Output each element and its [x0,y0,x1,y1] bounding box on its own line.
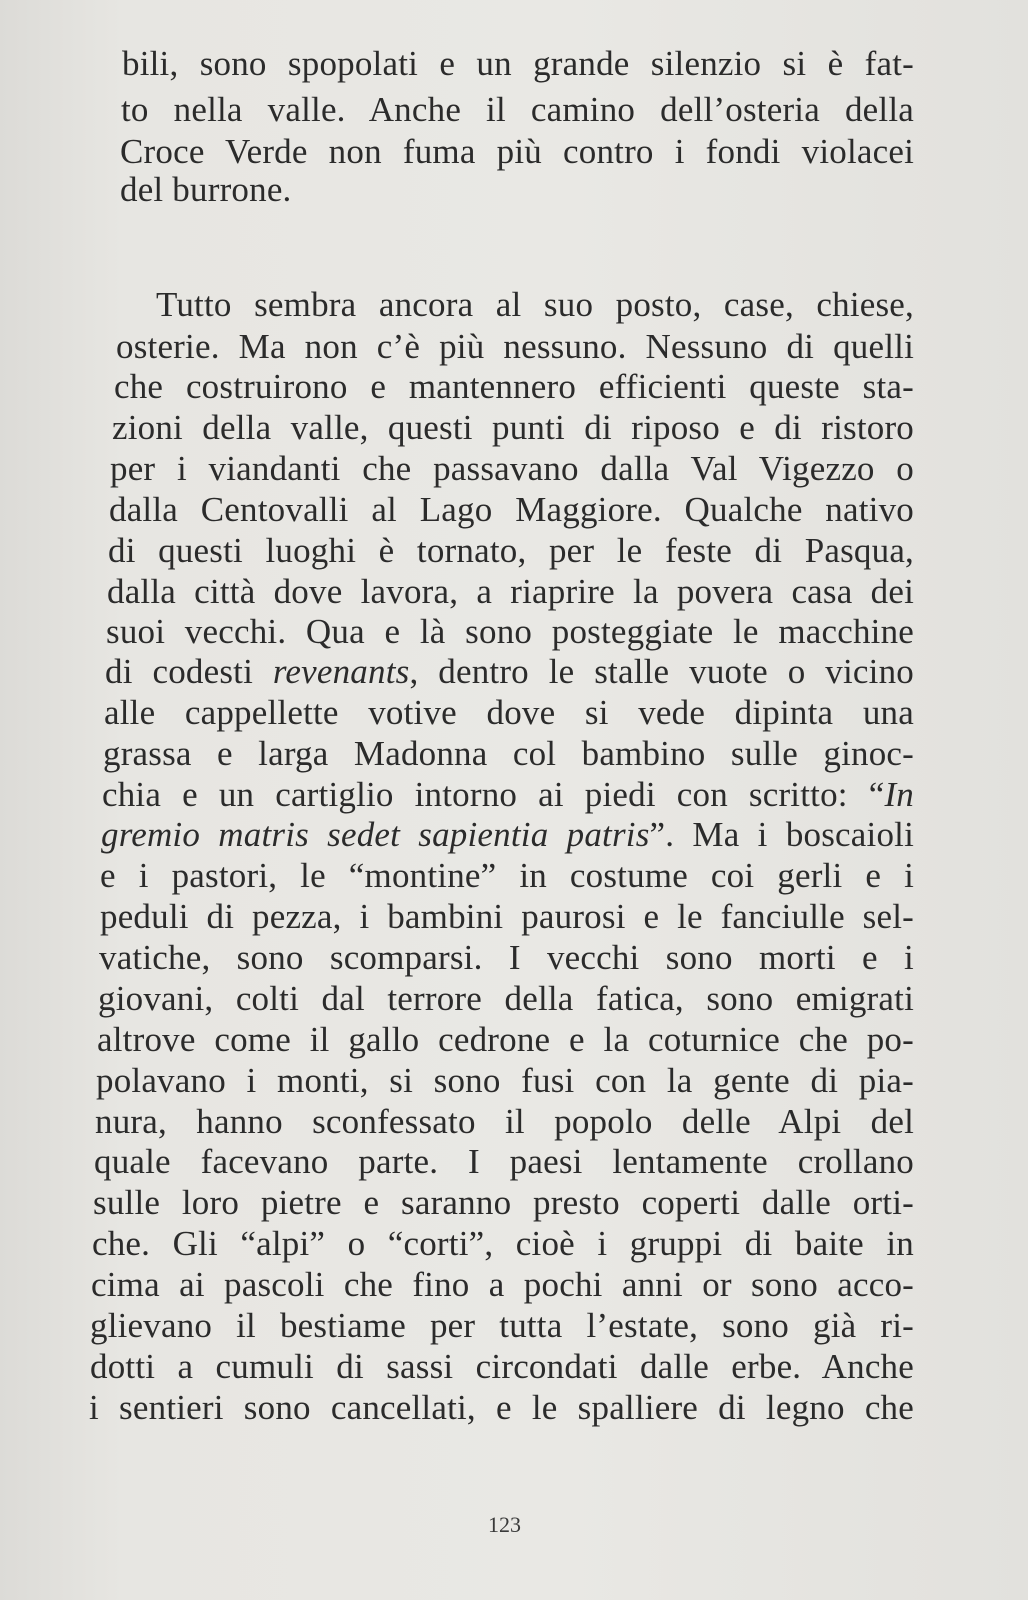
text-run: ”. Ma i boscaioli [649,815,914,854]
text-line: nura, hanno sconfessato il popolo delle Alpi del [95,1102,914,1141]
text-line: quale facevano parte. I paesi lentamente crollano [94,1142,914,1181]
text-line: per i viandanti che passavano dalla Val Vigezzo o [110,449,914,488]
text-line: zioni della valle, questi punti di riposo e di ristoro [112,408,914,447]
text-line: suoi vecchi. Qua e là sono posteggiate le macchine [106,612,914,651]
text-line: alle cappellette votive dove si vede dipinta una [104,693,914,732]
italic-word: revenants [272,652,410,691]
text-line: peduli di pezza, i bambini paurosi e le fanciulle sel- [100,897,914,936]
text-line: grassa e larga Madonna col bambino sulle ginoc- [103,734,914,773]
text-line [101,815,914,855]
text-line: vatiche, sono scomparsi. I vecchi sono morti e i [99,938,914,977]
text-line: altrove come il gallo cedrone e la coturnice che po- [97,1020,914,1059]
text-line: glievano il bestiame per tutta l’estate, sono già ri- [90,1306,914,1345]
text-line: sulle loro pietre e saranno presto coperti dalle orti- [93,1183,914,1222]
text-line: i sentieri sono cancellati, e le spalliere di legno che [89,1388,914,1427]
text-line: osterie. Ma non c’è più nessuno. Nessuno di quelli [116,327,914,366]
text-line: polavano i monti, si sono fusi con la gente di pia- [96,1061,914,1100]
text-line: dalla città dove lavora, a riaprire la povera casa dei [107,572,914,611]
text-line: di questi luoghi è tornato, per le feste di Pasqua, [108,531,914,570]
text-line: del burrone. [120,170,292,209]
text-line: Croce Verde non fuma più contro i fondi violacei [120,132,914,171]
text-run: chia e un cartiglio intorno ai piedi con scritto: “ [102,775,885,814]
text-line: dotti a cumuli di sassi circondati dalle erbe. Anche [90,1347,914,1386]
text-line: cima ai pascoli che fino a pochi anni or sono acco- [91,1265,914,1304]
text-line: che costruirono e mantennero efficienti queste sta- [114,367,914,406]
text-line: to nella valle. Anche il camino dell’osteria della [121,90,914,129]
text-line: bili, sono spopolati e un grande silenzio si è fat- [122,44,914,83]
text-line: dalla Centovalli al Lago Maggiore. Qualche nativo [109,490,914,529]
italic-quote: gremio matris sedet sapientia patris [101,815,650,854]
text-line [102,775,914,815]
text-line: Tutto sembra ancora al suo posto, case, chiese, [156,285,914,324]
text-line: e i pastori, le “montine” in costume coi gerli e i [100,856,914,895]
text-line [105,652,914,692]
text-run: , dentro le stalle vuote o vicino [409,652,914,691]
italic-word: In [884,775,914,814]
text-line: che. Gli “alpi” o “corti”, cioè i gruppi di baite in [92,1224,914,1263]
text-line: giovani, colti dal terrore della fatica, sono emigrati [98,979,914,1018]
text-run: di codesti [105,652,273,691]
page-number: 123 [488,1512,521,1537]
